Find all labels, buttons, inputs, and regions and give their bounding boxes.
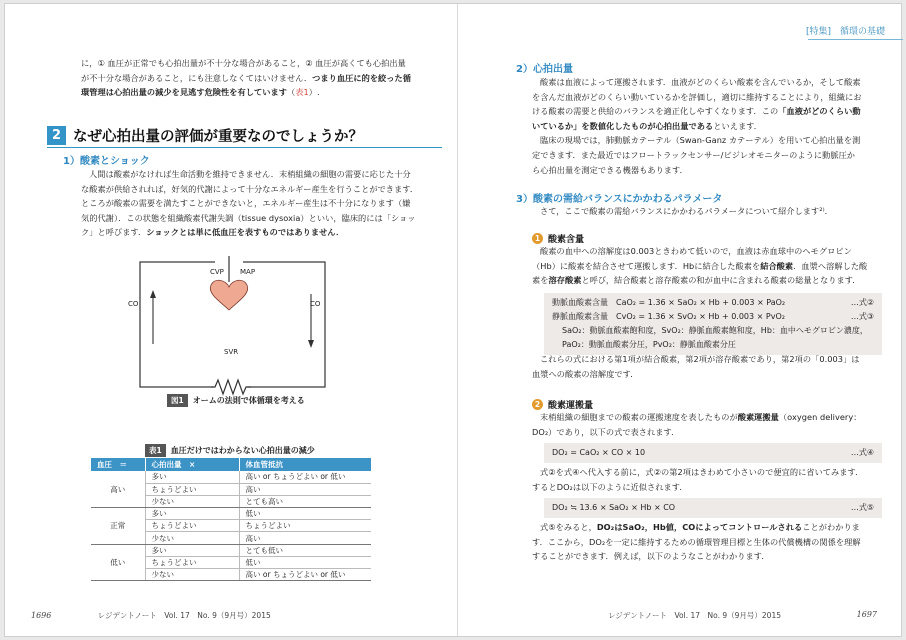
header-rule xyxy=(808,39,903,40)
subsection-title: 1）酸素とショック xyxy=(63,156,150,167)
intro-paragraph: に，① 血圧が正常でも心拍出量が不十分な場合があること，② 血圧が高くても心拍出量 が不十分な場合があること，にも注意しなくてはいけません．つまり血圧に的を絞った循 環管理は心拍出量の減少を見逃す危険性を有しています（表1）. xyxy=(81,58,412,98)
table-row: 少ない 高い or ちょうどよい or 低い xyxy=(91,569,371,581)
formula-venous: 静脈血酸素含量 CvO₂ = 1.36 × SvO₂ × Hb + 0.003 × PvO₂ xyxy=(552,312,785,321)
co-right-label: CO xyxy=(310,300,321,308)
right-journal-title: レジデントノート Vol. 17 No. 9（9月号）2015 xyxy=(608,611,781,620)
table-row: 少ない とても高い xyxy=(91,495,371,507)
heart-icon xyxy=(210,280,247,310)
section-title: なぜ心拍出量の評価が重要なのでしょうか？ xyxy=(73,129,363,145)
formula-box-do2: DO₂ = CaO₂ × CO × 10 …式④ xyxy=(544,443,882,463)
table-row: 高い 多い 高い or ちょうどよい or 低い xyxy=(91,471,371,483)
subsection-title: 3）酸素の需給バランスにかかわるパラメータ xyxy=(516,194,723,205)
figure-caption xyxy=(167,394,305,407)
subsection-title: 2）心拍出量 xyxy=(516,64,573,75)
item1-after: これらの式における第1項が結合酸素，第2項が溶存酸素であり，第2項の「0.003」は 血漿への酸素の溶解度です． xyxy=(532,354,860,379)
table-row: 低い 多い とても低い xyxy=(91,544,371,556)
bp-group-cell: 高い xyxy=(91,471,145,508)
bp-group-cell: 正常 xyxy=(91,508,145,545)
figure-caption-text: オームの法則で体循環を考える xyxy=(192,396,305,405)
table-caption-text: 血圧だけではわからない心拍出量の減少 xyxy=(170,446,315,455)
formula-legend: SaO₂：動脈血酸素飽和度，SvO₂：静脈血酸素飽和度，Hb：血中ヘモグロビン濃度， xyxy=(562,326,868,335)
table-row: 正常 多い 低い xyxy=(91,508,371,520)
right-footer xyxy=(608,610,781,621)
item2-paragraph: 末梢組織の細胞までの酸素の運搬速度を表したものが酸素運搬量（oxygen delivery： DO₂）であり，以下の式で表されます． xyxy=(532,412,862,437)
left-page xyxy=(5,4,457,636)
item2-end: 式⑤をみると，DO₂はSaO₂，Hb値，COによってコントロールされることがわかりま す．ここから，DO₂を一定に維持するための循環管理目標と生体の代償機構の関係を理解 することができます．例えば，以下のようなことがわかります． xyxy=(532,522,861,562)
formula-box-content: 動脈血酸素含量 CaO₂ = 1.36 × SaO₂ × Hb + 0.003 × PaO₂ …式② 静脈血酸素含量 CvO₂ = 1.36 × SvO₂ × Hb + 0.003 × PvO₂ …式③ SaO₂：動脈血酸素飽和度，SvO₂：静脈血酸素飽和度，Hb：血中ヘモグロビン濃度， PaO₂：動脈血酸素分圧，PvO₂：静脈血酸素分圧 xyxy=(544,293,882,355)
item-title: 酸素含量 xyxy=(548,235,585,245)
right-page xyxy=(458,4,903,636)
header-svr: 体血管抵抗 xyxy=(239,458,371,471)
map-label: MAP xyxy=(240,268,256,276)
item-number: 1 xyxy=(532,233,543,244)
header-co: 心拍出量 × xyxy=(145,458,239,471)
book-spread xyxy=(4,3,902,637)
right-footer-page xyxy=(857,610,877,619)
formula-box-approx: DO₂ ≒ 13.6 × SaO₂ × Hb × CO …式⑤ xyxy=(544,498,882,518)
table-ref-link[interactable]: 表1 xyxy=(295,87,309,98)
table-row: 少ない 高い xyxy=(91,532,371,544)
table-caption xyxy=(145,444,315,457)
ohm-circuit-figure xyxy=(115,252,347,397)
left-footer xyxy=(31,610,271,621)
param-intro: さて，ここで酸素の需給バランスにかかわるパラメータについて紹介します²⁾． xyxy=(540,206,833,216)
left-journal-title: レジデントノート Vol. 17 No. 9（9月号）2015 xyxy=(97,611,271,620)
co-left-arrow-head xyxy=(150,290,156,298)
cvp-label: CVP xyxy=(210,268,224,276)
table-row: ちょうどよい 低い xyxy=(91,556,371,568)
body-paragraph: 人間は酸素がなければ生命活動を維持できません．末梢組織の細胞の需要に応じた十分 な酸素が供給されれば，好気的代謝によって十分なエネルギー産生を行うことができます． ところが酸素の需要を満たすことができないと，エネルギー産生は不十分になります（嫌 気的代謝）．この状態を組織酸素代謝失調（tissue dysoxia）といい，臨床的には「ショッ ク」と呼びます．ショックとは単に低血圧を表すものではありません． xyxy=(81,169,419,238)
co-paragraph: 酸素は血液によって運搬されます．血液がどのくらい酸素を含んでいるか，そして酸素 を含んだ血液がどのくらい動いているかを評価し，適切に維持することにより，組織にお ける酸素の需要と供給のバランスを適正化しやすくなります．この「血液がどのくらい動 いているか」を数値化したものが心拍出量であるといえます． 臨床の現場では，肺動脈カテーテル（Swan-Ganz カテーテル）を用いて心拍出量を測 定できます．また最近ではフロートラックセンサー/ビジレオモニターのように動脈圧か ら心拍出量を測定できる機器もあります． xyxy=(532,77,862,175)
circuit-loop xyxy=(140,262,325,387)
table-header-row xyxy=(91,458,371,471)
bp-co-table xyxy=(91,458,371,581)
section-heading xyxy=(47,125,363,146)
item-title: 酸素運搬量 xyxy=(548,401,594,411)
formula-arterial: 動脈血酸素含量 CaO₂ = 1.36 × SaO₂ × Hb + 0.003 × PaO₂ xyxy=(552,298,786,307)
co-right-arrow-head xyxy=(308,340,314,348)
section-number: 2 xyxy=(47,126,66,145)
item1-paragraph: 酸素の血中への溶解度は0.003ときわめて低いので，血液は赤血球中のヘモグロビン （Hb）に酸素を結合させて運搬します．Hbに結合した酸素を結合酸素．血漿へ溶解した酸 素を溶存酸素と呼び，結合酸素と溶存酸素の和が血中に含まれる酸素の総量となります． xyxy=(532,246,868,286)
table-tag: 表1 xyxy=(145,444,166,457)
right-page-number: 1697 xyxy=(856,610,877,619)
formula-do2-approx: DO₂ ≒ 13.6 × SaO₂ × Hb × CO xyxy=(552,503,676,512)
bp-group-cell: 低い xyxy=(91,544,145,581)
section-rule xyxy=(47,147,442,148)
item-number: 2 xyxy=(532,399,543,410)
co-left-label: CO xyxy=(128,300,139,308)
table-row: ちょうどよい ちょうどよい xyxy=(91,520,371,532)
figure-tag: 図1 xyxy=(167,394,188,407)
header-bp: 血圧 ＝ xyxy=(91,458,145,471)
running-header: [特集] 循環の基礎 xyxy=(805,27,885,37)
svr-label: SVR xyxy=(224,348,239,356)
left-page-number: 1696 xyxy=(31,611,52,620)
table-row: ちょうどよい 高い xyxy=(91,483,371,495)
formula-do2: DO₂ = CaO₂ × CO × 10 xyxy=(552,448,646,457)
item2-middle: 式②を式④へ代入する前に，式②の第2項はきわめて小さいので便宜的に省いてみます． するとDO₂は以下のように近似されます． xyxy=(532,467,864,492)
